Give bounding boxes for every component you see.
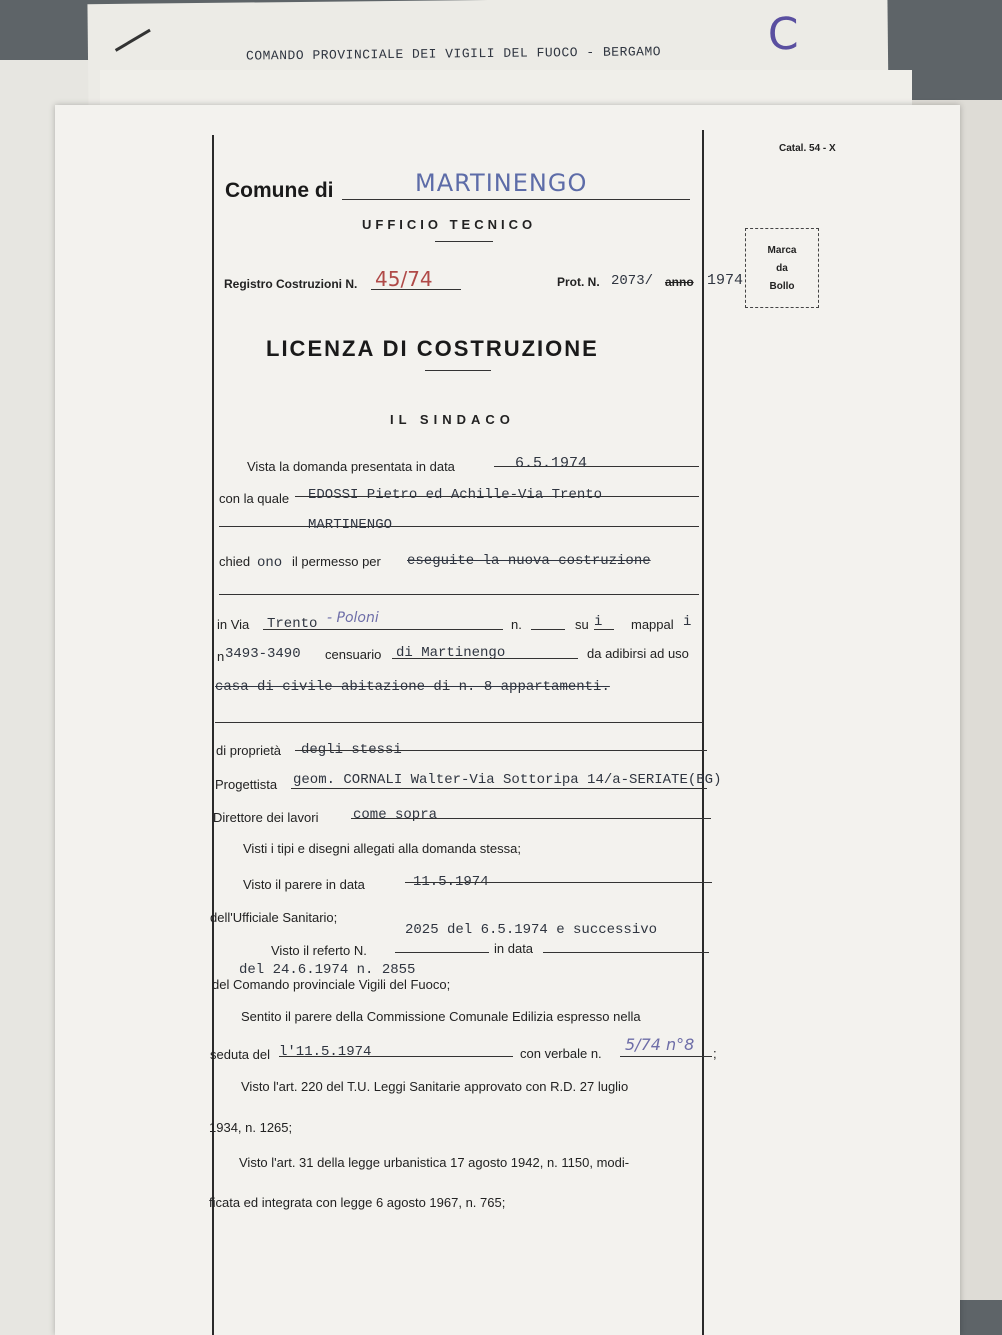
- ufficio-rule: [435, 241, 493, 242]
- chiede-label: chied: [219, 554, 251, 569]
- pen-mark: [115, 29, 151, 52]
- seduta-label: seduta del: [210, 1047, 270, 1062]
- referto-data-underline: [543, 952, 709, 953]
- stamp-line-3: Bollo: [769, 281, 795, 292]
- verbale-underline: [620, 1056, 712, 1057]
- mappal-label: mappal: [631, 617, 674, 632]
- catalog-code: Catal. 54 - X: [779, 143, 836, 154]
- via-label: in Via: [217, 617, 250, 632]
- permesso-value: eseguite la nuova costruzione: [407, 553, 651, 569]
- via-underline: [263, 629, 503, 630]
- applicant-value: EDOSSI Pietro ed Achille-Via Trento: [308, 487, 603, 503]
- direttore-label: Direttore dei lavori: [213, 810, 319, 825]
- back-page-header: COMANDO PROVINCIALE DEI VIGILI DEL FUOCO - BERGAMO: [245, 44, 662, 64]
- seduta-date: l'11.5.1974: [279, 1044, 372, 1060]
- proprieta-underline: [295, 750, 707, 751]
- permesso-label: il permesso per: [292, 554, 381, 569]
- registro-value: 45/74: [375, 267, 433, 291]
- civic-number-underline: [531, 629, 565, 630]
- visti-tipi-text: Visti i tipi e disegni allegati alla domanda stessa;: [243, 841, 521, 856]
- handwritten-mark: C: [767, 8, 799, 61]
- left-margin-line: [212, 135, 214, 1335]
- progettista-value: geom. CORNALI Walter-Via Sottoripa 14/a-SERIATE(BG): [293, 772, 722, 788]
- via-value: Trento: [267, 616, 318, 632]
- comune-label: Comune di: [225, 179, 334, 202]
- art31-line-1: Visto l'art. 31 della legge urbanistica 17 agosto 1942, n. 1150, modi-: [239, 1155, 630, 1170]
- proprieta-value: degli stessi: [301, 742, 402, 758]
- permesso-underline-2: [219, 594, 699, 595]
- art220-line-2: 1934, n. 1265;: [209, 1120, 293, 1135]
- sindaco-heading: IL SINDACO: [390, 412, 515, 427]
- applicant-underline-2: [219, 526, 699, 527]
- anno-label: anno: [665, 275, 694, 289]
- comune-value: MARTINENGO: [415, 169, 588, 197]
- protocol-value: 2073/: [611, 273, 654, 289]
- ufficio-tecnico: UFFICIO TECNICO: [362, 217, 537, 232]
- n-mappali-prefix: n: [217, 649, 225, 664]
- ufficiale-sanitario-text: dell'Ufficiale Sanitario;: [210, 910, 338, 925]
- domanda-date: 6.5.1974: [515, 455, 588, 472]
- registro-label: Registro Costruzioni N.: [224, 277, 358, 291]
- censuario-label: censuario: [325, 647, 382, 662]
- seduta-underline: [279, 1056, 513, 1057]
- referto-underline: [395, 952, 489, 953]
- uso-value: casa di civile abitazione di n. 8 appartamenti.: [215, 679, 610, 695]
- progettista-underline: [291, 788, 707, 789]
- parere-label: Visto il parere in data: [243, 877, 365, 892]
- right-margin-line: [702, 130, 704, 1335]
- sui-underline: [594, 629, 614, 630]
- protocol-label: Prot. N.: [557, 275, 600, 289]
- uso-underline-2: [215, 722, 703, 723]
- anno-value: 1974: [707, 272, 744, 289]
- stamp-line-1: Marca: [767, 245, 797, 256]
- direttore-value: come sopra: [353, 807, 438, 823]
- sui-suffix: i: [594, 614, 603, 630]
- con-la-quale-label: con la quale: [219, 491, 290, 506]
- via-handwritten: - Poloni: [327, 610, 379, 626]
- referto-label: Visto il referto N.: [271, 943, 367, 958]
- referto-typed: 2025 del 6.5.1974 e successivo: [405, 922, 658, 938]
- parere-date: 11.5.1974: [413, 874, 489, 890]
- domanda-label: Vista la domanda presentata in data: [247, 459, 455, 474]
- direttore-underline: [351, 818, 711, 819]
- applicant-value-2: MARTINENGO: [308, 517, 393, 533]
- title-rule: [425, 370, 491, 371]
- sui-label: su: [575, 617, 589, 632]
- comune-underline: [342, 199, 690, 200]
- mappali-numbers: 3493-3490: [225, 646, 301, 662]
- art31-line-2: ficata ed integrata con legge 6 agosto 1967, n. 765;: [209, 1195, 506, 1210]
- document-title: LICENZA DI COSTRUZIONE: [266, 336, 599, 361]
- parere-underline: [405, 882, 712, 883]
- progettista-label: Progettista: [215, 777, 278, 792]
- stamp-line-2: da: [776, 263, 788, 274]
- referto-data-label: in data: [494, 941, 534, 956]
- censuario-value: di Martinengo: [396, 645, 506, 661]
- sentito-text: Sentito il parere della Commissione Comunale Edilizia espresso nella: [241, 1009, 641, 1024]
- referto-typed-2: del 24.6.1974 n. 2855: [239, 962, 416, 978]
- mappal-suffix: i: [683, 614, 692, 630]
- civic-number-label: n.: [511, 617, 522, 632]
- stamp-box: [745, 228, 819, 308]
- chiede-suffix: ono: [257, 555, 283, 571]
- art220-line-1: Visto l'art. 220 del T.U. Leggi Sanitarie approvato con R.D. 27 luglio: [241, 1079, 629, 1094]
- verbale-end: ;: [713, 1046, 717, 1061]
- adibirsi-label: da adibirsi ad uso: [587, 646, 689, 661]
- verbale-value: 5/74 n°8: [625, 1035, 695, 1054]
- censuario-underline: [392, 658, 578, 659]
- proprieta-label: di proprietà: [216, 743, 282, 758]
- license-form-page: [55, 105, 960, 1335]
- comando-vigili-text: del Comando provinciale Vigili del Fuoco;: [212, 977, 451, 992]
- verbale-label: con verbale n.: [520, 1046, 602, 1061]
